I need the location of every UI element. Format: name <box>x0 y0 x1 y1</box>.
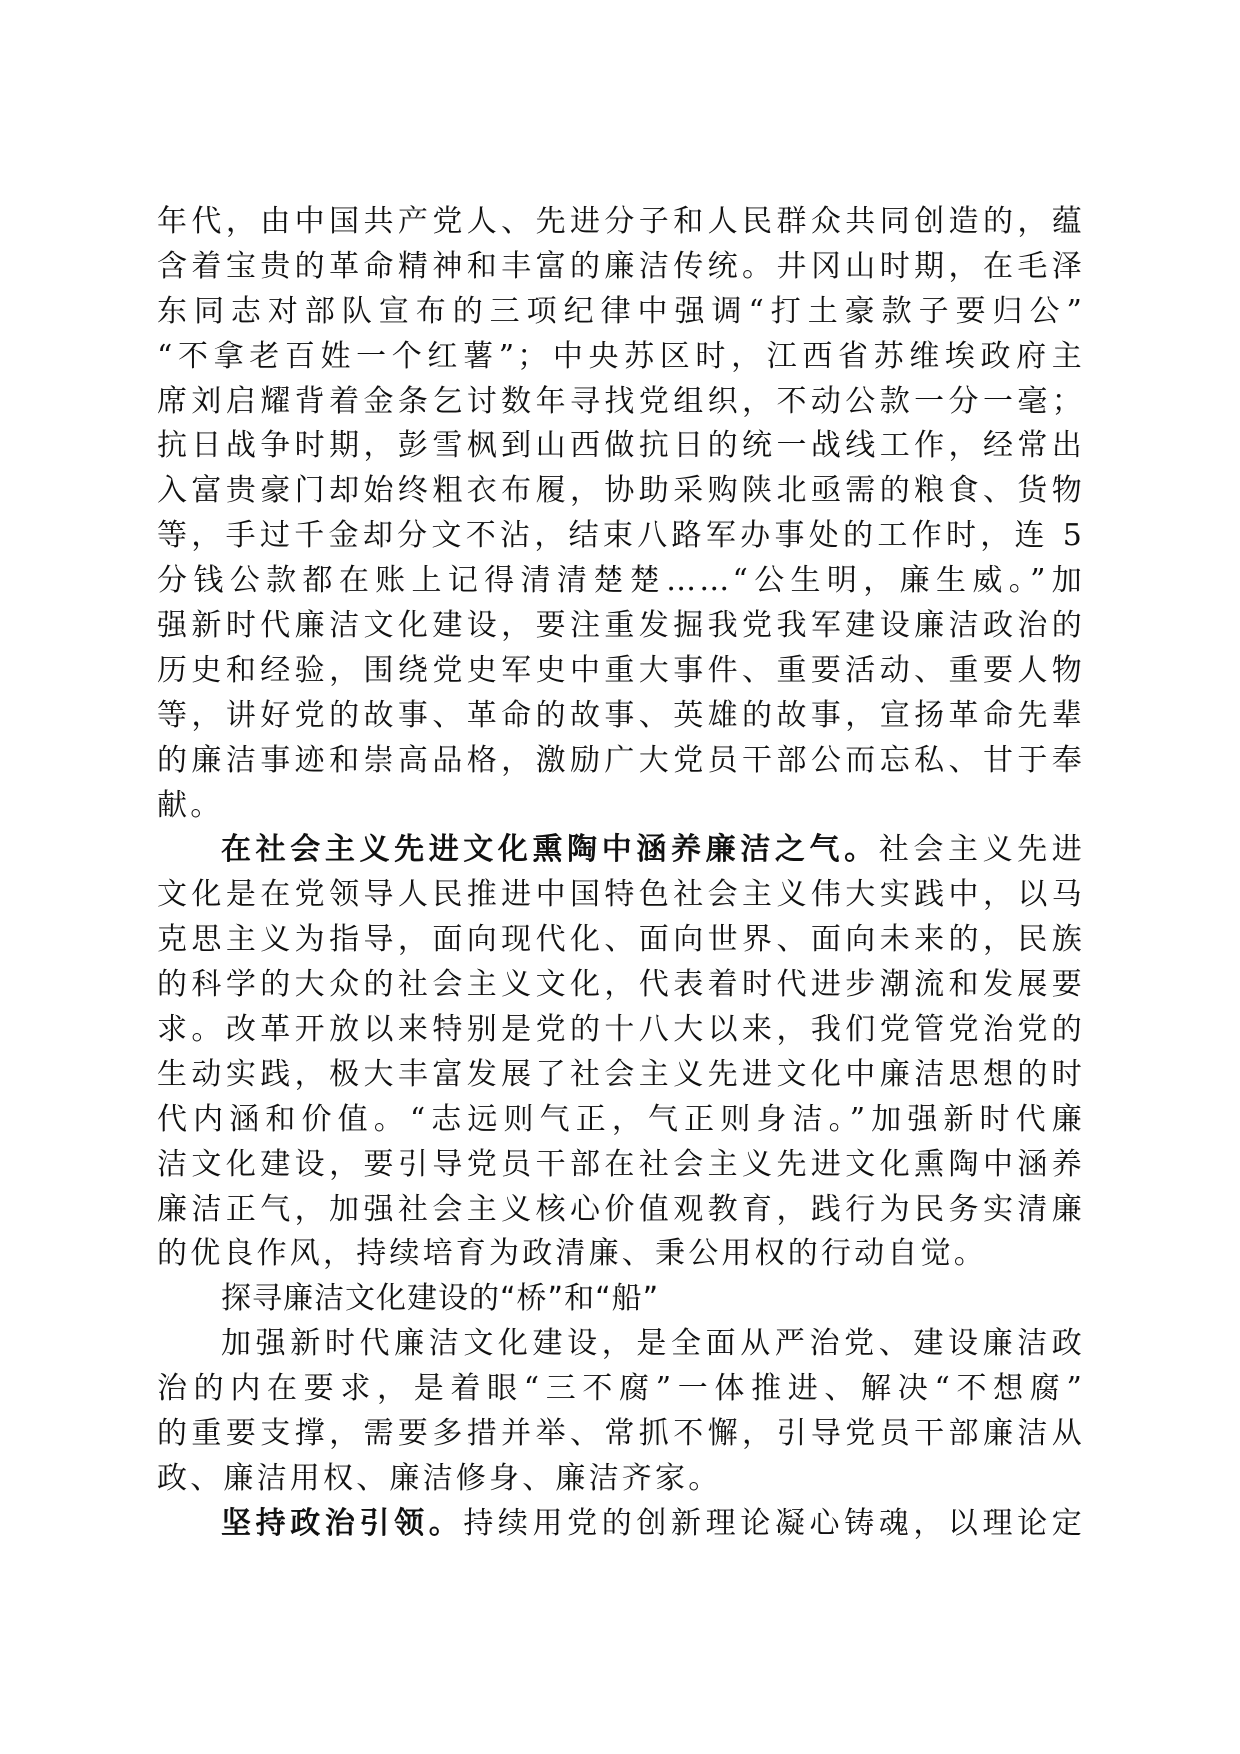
section-heading: 探寻廉洁文化建设的“桥”和“船” <box>221 1281 660 1317</box>
text-line: 的科学的大众的社会主义文化，代表着时代进步潮流和发展要 <box>157 967 1085 1003</box>
paragraph-overview <box>157 1322 1085 1502</box>
text-line: 政、廉洁用权、廉洁修身、廉洁齐家。 <box>157 1460 722 1496</box>
paragraph-political-guidance <box>157 1502 1085 1547</box>
text-line: 抗日战争时期，彭雪枫到山西做抗日的统一战线工作，经常出 <box>157 428 1085 464</box>
text-line: 洁文化建设，要引导党员干部在社会主义先进文化熏陶中涵养 <box>157 1146 1085 1182</box>
text-line: 强新时代廉洁文化建设，要注重发掘我党我军建设廉洁政治的 <box>157 608 1085 644</box>
text-line: 的廉洁事迹和崇高品格，激励广大党员干部公而忘私、甘于奉 <box>157 742 1085 778</box>
text-line: 东同志对部队宣布的三项纪律中强调“打土豪款子要归公” <box>157 293 1085 329</box>
document-body <box>157 200 1085 1547</box>
text-line: 克思主义为指导，面向现代化、面向世界、面向未来的，民族 <box>157 922 1085 958</box>
text-line: 分钱公款都在账上记得清清楚楚……“公生明，廉生威。”加 <box>157 563 1085 599</box>
paragraph-text: 社会主义先进 <box>878 832 1085 868</box>
text-line: 入富贵豪门却始终粗衣布履，协助采购陕北亟需的粮食、货物 <box>157 473 1085 509</box>
text-line: 生动实践，极大丰富发展了社会主义先进文化中廉洁思想的时 <box>157 1056 1085 1092</box>
text-line: 求。改革开放以来特别是党的十八大以来，我们党管党治党的 <box>157 1012 1085 1048</box>
paragraph-lead: 在社会主义先进文化熏陶中涵养廉洁之气。 <box>221 832 879 868</box>
text-line: 文化是在党领导人民推进中国特色社会主义伟大实践中，以马 <box>157 877 1085 913</box>
text-line: 等，手过千金却分文不沾，结束八路军办事处的工作时，连 5 <box>157 518 1085 554</box>
paragraph-history <box>157 200 1085 828</box>
text-line: “不拿老百姓一个红薯”；中央苏区时，江西省苏维埃政府主 <box>157 338 1085 374</box>
text-line: 含着宝贵的革命精神和丰富的廉洁传统。井冈山时期，在毛泽 <box>157 248 1085 284</box>
text-line: 历史和经验，围绕党史军史中重大事件、重要活动、重要人物 <box>157 652 1085 688</box>
text-line: 治的内在要求，是着眼“三不腐”一体推进、解决“不想腐” <box>157 1371 1085 1407</box>
text-line: 的优良作风，持续培育为政清廉、秉公用权的行动自觉。 <box>157 1236 987 1272</box>
text-line: 的重要支撑，需要多措并举、常抓不懈，引导党员干部廉洁从 <box>157 1416 1085 1452</box>
text-line: 廉洁正气，加强社会主义核心价值观教育，践行为民务实清廉 <box>157 1191 1085 1227</box>
paragraph-advanced-culture <box>157 828 1085 1277</box>
paragraph-lead: 坚持政治引领。 <box>221 1505 464 1541</box>
text-line: 代内涵和价值。“志远则气正，气正则身洁。”加强新时代廉 <box>157 1101 1085 1137</box>
text-line: 加强新时代廉洁文化建设，是全面从严治党、建设廉洁政 <box>221 1326 1085 1362</box>
text-line: 席刘启耀背着金条乞讨数年寻找党组织，不动公款一分一毫； <box>157 383 1085 419</box>
text-line: 等，讲好党的故事、革命的故事、英雄的故事，宣扬革命先辈 <box>157 697 1085 733</box>
text-line <box>157 828 1085 873</box>
text-line: 献。 <box>157 787 224 823</box>
text-line: 年代，由中国共产党人、先进分子和人民群众共同创造的，蕴 <box>157 204 1085 239</box>
paragraph-text: 持续用党的创新理论凝心铸魂，以理论定 <box>463 1505 1085 1541</box>
text-line <box>157 1502 1085 1547</box>
